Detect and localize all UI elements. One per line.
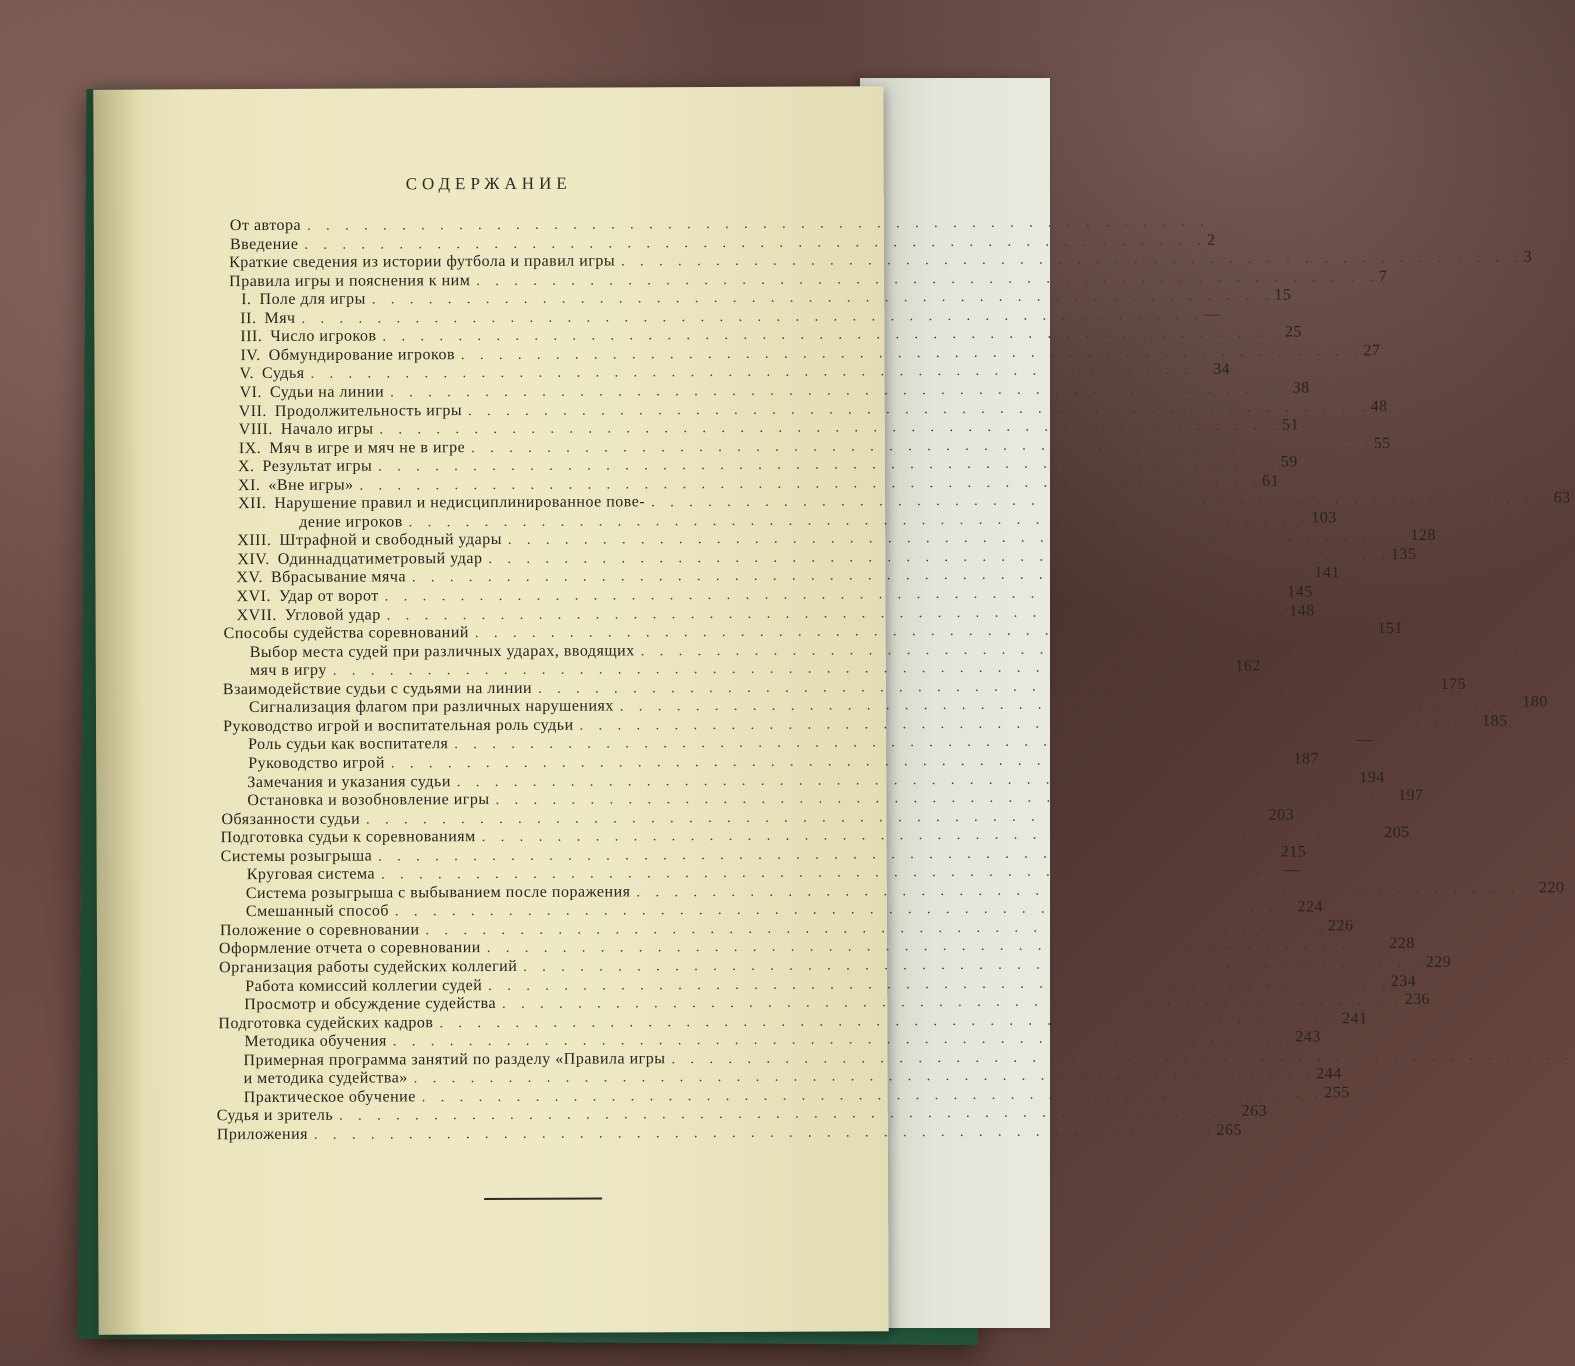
toc-entry xyxy=(222,675,1467,699)
toc-entry-page: 162 xyxy=(1235,657,1261,675)
toc-entry-page: 220 xyxy=(1538,879,1565,897)
toc-entry-title: мяч в игру xyxy=(249,661,327,680)
toc-leader-dots: . . . . . . . . . . . . . . . . . . . . . . . . . . . . . . . . . . . . . . . . . . . . . . . . xyxy=(392,1030,1296,1050)
toc-entry xyxy=(247,786,1424,811)
toc-entry-page: 25 xyxy=(1284,323,1303,341)
toc-leader-dots: . . . . . . . . . . . . . . . . . . . . . . . . . . . . . . . . . . . . . . . . . . . . . . . . xyxy=(488,547,1391,567)
toc-entry-page: 141 xyxy=(1314,564,1341,582)
toc-entry-page: 34 xyxy=(1213,361,1231,379)
toc-entry-title: Одиннадцатиметровый удар xyxy=(277,549,483,568)
toc-leader-dots: . . . . . . . . . . . . . . . . . . . . . . . . . . . . . . . . . . . . . . . . . . . . . . . . xyxy=(439,1011,1342,1031)
toc-entry-title: Системы розыгрыша xyxy=(220,847,373,865)
toc-entry xyxy=(238,434,1391,458)
toc-entry-page: 187 xyxy=(1293,750,1319,768)
toc-entry-title: Краткие сведения из истории футбола и правил игры xyxy=(229,252,616,272)
toc-leader-dots: . . . . . . . . . . . . . . . . . . . . . . . . . . . . . . . . . . . . . . . . . . . . . . . . xyxy=(460,344,1364,363)
toc-entry xyxy=(237,545,1417,569)
toc-leader-dots: . . . . . . . . . . . . . . . . . . . . . . . . . . . . . . . . . . . . . . . . . . . . . . . . xyxy=(413,1067,1317,1087)
toc-leader-dots: . . . . . . . . . . . . . . . . . . . . . . . . . . . . . . . . . . . . . . . . . . . . . . . . xyxy=(471,436,1374,456)
toc-entry xyxy=(244,990,1431,1015)
toc-entry-page: 128 xyxy=(1410,527,1437,545)
toc-leader-dots: . . . . . . . . . . . . . . . . . . . . . . . . . . . . . . . . . . . . . . . . . . . . . . . . xyxy=(502,993,1405,1013)
toc-leader-dots: . . . . . . . . . . . . . . . . . . . . . . . . . . . . . . . . . . . . . . . . . . . . . . . . xyxy=(307,214,1210,234)
toc-leader-dots: . . . . . . . . . . . . . . . . . . . . . . . . . . . . . . . . . . . . . . . . . . . . . . . . xyxy=(384,585,1288,605)
toc-entry xyxy=(243,1084,1350,1107)
toc-entry-title: Число игроков xyxy=(270,327,377,346)
toc-leader-dots: . . . . . . . . . . . . . . . . . . . . . . . . . . . . . . . . . . . . . . . . . . . . . . . . xyxy=(381,863,1284,883)
toc-entry-page: 7 xyxy=(1378,267,1388,285)
toc-entry-page: 197 xyxy=(1398,786,1424,805)
toc-entry xyxy=(218,1009,1368,1033)
toc-entry-page: 215 xyxy=(1280,843,1307,861)
toc-entry-page: 180 xyxy=(1522,693,1548,711)
toc-entry xyxy=(248,750,1319,773)
toc-entry xyxy=(243,1065,1342,1089)
toc-entry-title: Остановка и возобновление игры xyxy=(247,791,490,810)
toc-entry-title: Результат игры xyxy=(262,457,373,476)
toc-entry-page: 229 xyxy=(1425,953,1452,971)
toc-entry-title: Выбор места судей при различных ударах, вводящих xyxy=(249,642,635,661)
toc-entry-page: 103 xyxy=(1311,509,1337,527)
toc-entry-title: и методика судейства» xyxy=(243,1069,408,1088)
toc-entry-page: 243 xyxy=(1295,1028,1321,1046)
toc-entry xyxy=(239,361,1231,384)
toc-entry-title: Продолжительность игры xyxy=(274,401,463,420)
toc-leader-dots: . . . . . . . . . . . . . . . . . . . . . . . . . . . . . . . . . . . . . . . . . . . . . . . . xyxy=(412,566,1315,586)
toc-entry xyxy=(239,379,1310,402)
toc-entry-title: Организация работы судейских коллегий xyxy=(219,957,518,977)
toc-entry-title: Взаимодействие судьи с судьями на линии xyxy=(222,679,533,698)
toc-leader-dots: . . . . . . . . . . . . . . . . . . . . . . . . . . . . . . . . . . . . . . . . . . . . . . . . xyxy=(359,474,1263,494)
toc-entry-title: Руководство игрой и воспитательная роль судьи xyxy=(223,716,574,736)
toc-entry-title: Примерная программа занятий по разделу «Правила игры xyxy=(243,1049,666,1069)
toc-entry xyxy=(245,879,1565,903)
toc-entry-number: VIII. xyxy=(238,420,273,439)
toc-entry-title: «Вне игры» xyxy=(268,476,354,494)
toc-entry-title: Штрафной и свободный удары xyxy=(279,531,503,550)
toc-entry-page: 148 xyxy=(1289,601,1315,620)
toc-entry xyxy=(216,1121,1243,1144)
toc-entry-title: Смешанный способ xyxy=(245,902,389,921)
toc-entry xyxy=(244,1028,1321,1052)
toc-entry-number: IX. xyxy=(238,439,262,457)
toc-entry-page: 185 xyxy=(1482,712,1508,730)
toc-entry-title: Способы судейства соревнований xyxy=(223,624,470,643)
toc-leader-dots: . . . . . . . . . . . . . . . . . . . . . . . . . . . . . . . . . . . . . . . . . . . . . . . . xyxy=(408,511,1312,531)
contents-page xyxy=(93,86,1575,1334)
toc-entry-title: Вбрасывание мяча xyxy=(270,568,407,587)
toc-entry-title: Поле для игры xyxy=(259,290,366,309)
toc-entry-title: Сигнализация флагом при различных нарушениях xyxy=(248,697,614,717)
toc-leader-dots: . . . . . . . . . . . . . . . . . . . . . . . . . . . . . . . . . . . . . . . . . . . . . . . . xyxy=(495,789,1399,809)
toc-entry-number: XII. xyxy=(238,495,267,513)
toc-entry xyxy=(241,286,1292,310)
toc-entry xyxy=(248,693,1548,718)
toc-leader-dots: . . . . . . . . . . . . . . . . . . . . . . . . . . . . . . . . . . . . . . . . . . . . . . . . xyxy=(382,325,1286,345)
toc-entry-title: Угловой удар xyxy=(284,606,381,624)
toc-leader-dots: . . . . . . . . . . . . . . . . . . . . . . . . . . . . . . . . . . . . . . . . . . . . . . . . xyxy=(523,955,1426,975)
toc-entry-page: 236 xyxy=(1404,990,1431,1009)
toc-entry-number: V. xyxy=(239,365,255,383)
toc-entry-number: XVI. xyxy=(236,587,271,606)
toc-leader-dots: . . . . . . . . . . . . . . . . . . . . . . . . . . . . . . . . . . . . . . . . . . . . . . . . xyxy=(651,491,1554,511)
toc-entry xyxy=(223,620,1404,644)
toc-entry-title: Обмундирование игроков xyxy=(268,345,456,364)
toc-entry-page: 234 xyxy=(1390,972,1417,990)
toc-entry xyxy=(243,1048,1575,1070)
toc-entry-number: XI. xyxy=(237,476,261,494)
toc-entry xyxy=(237,527,1437,551)
toc-leader-dots: . . . . . . . . . . . . . . . . . . . . . . . . . . . . . . . . . . . . . . . . . . . . . . . . xyxy=(454,733,1357,753)
toc-entry-title: дение игроков xyxy=(299,513,403,531)
toc-entry-title: Приложения xyxy=(216,1125,309,1144)
toc-entry-page: 38 xyxy=(1292,379,1310,397)
toc-entry-title: Судья xyxy=(261,365,305,383)
toc-entry-title: Введение xyxy=(229,235,299,253)
toc-entry-number: VI. xyxy=(239,383,263,402)
toc-leader-dots: . . . . . . . . . . . . . . . . . . . . . . . . . . . . . . . . . . . . . . . . . . . . . . . . xyxy=(301,307,1205,327)
toc-entry-title: От автора xyxy=(229,216,302,235)
toc-entry-number: XIII. xyxy=(237,532,272,550)
toc-entry xyxy=(249,640,1544,662)
toc-leader-dots: . . . . . . . . . . . . . . . . . . . . . . . . . . . . . . . . . . . . . . . . . . . . . . . . xyxy=(486,937,1390,957)
toc-entry-page: 2 xyxy=(1206,231,1216,249)
toc-entry-title: Судьи на линии xyxy=(269,383,385,401)
toc-entry xyxy=(237,453,1298,477)
toc-entry xyxy=(229,214,1210,235)
toc-entry-title: Удар от ворот xyxy=(278,587,379,605)
toc-entry-page: 27 xyxy=(1363,341,1381,360)
toc-entry-page: 228 xyxy=(1389,935,1415,953)
toc-leader-dots: . . . . . . . . . . . . . . . . . . . . . . . . . . . . . . . . . . . . . . . . . . . . . . . . xyxy=(488,974,1391,994)
toc-leader-dots: . . . . . . . . . . . . . . . . . . . . . . . . . . . . . . . . . . . . . . . . . . . . . . . . xyxy=(378,845,1281,865)
toc-leader-dots: . . . . . . . . . . . . . . . . . . . . . . . . . . . . . . . . . . . . . . . . . . . . . . . . xyxy=(421,1086,1325,1106)
toc-entry-number: III. xyxy=(240,328,263,346)
toc-entry-number: IV. xyxy=(240,346,261,364)
toc-leader-dots: . . . . . . . . . . . . . . . . . . . . . . . . . . . . . . . . . . . . . . . . . . . . . . . . xyxy=(507,529,1411,549)
toc-entry-title: Работа комиссий коллегии судей xyxy=(245,976,483,995)
toc-entry-title: Правила игры и пояснения к ним xyxy=(229,271,471,290)
toc-entry xyxy=(216,1103,1268,1126)
toc-entry-page: 255 xyxy=(1324,1084,1350,1102)
toc-entry-page: 3 xyxy=(1523,248,1533,266)
toc-entry xyxy=(238,416,1300,440)
toc-entry-title: Судья и зритель xyxy=(216,1107,334,1125)
toc-leader-dots: . . . . . . . . . . . . . . . . . . . . . . . . . . . . . . . . . . . . . . . . . . . . . . . . xyxy=(456,770,1360,790)
toc-entry-number: X. xyxy=(237,458,255,476)
toc-leader-dots: . . . . . . . . . . . . . . . . . . . . . . . . . . . . . . . . . . . . . . . . . . . . . . . . xyxy=(386,604,1290,624)
toc-entry xyxy=(245,972,1417,996)
toc-entry-page: — xyxy=(1283,861,1301,879)
toc-entry-title: Мяч xyxy=(264,309,296,327)
toc-entry-title: Обязанности судьи xyxy=(221,810,361,828)
toc-leader-dots: . . . . . . . . . . . . . . . . . . . . . . . . . . . . . . . . . . . . . . . . . . . . . . . . xyxy=(371,288,1275,308)
toc-entry-page: 194 xyxy=(1359,768,1385,786)
toc-entry-page: 48 xyxy=(1370,397,1388,415)
toc-entry xyxy=(229,267,1388,291)
toc-entry-title: Система розыгрыша с выбыванием после поражения xyxy=(245,883,631,902)
toc-entry-title: Замечания и указания судьи xyxy=(247,772,451,791)
toc-entry-title: Методика обучения xyxy=(244,1032,387,1051)
toc-entry-title: Начало игры xyxy=(280,420,374,438)
toc-entry xyxy=(219,935,1415,959)
toc-entry-number: XVII. xyxy=(236,606,277,624)
toc-leader-dots: . . . . . . . . . . . . . . . . . . . . . . . . . . . . . . . . . . . . . . . . . . . . . . . . xyxy=(636,881,1540,901)
toc-entry-title: Практическое обучение xyxy=(243,1088,416,1106)
toc-entry xyxy=(236,583,1313,606)
toc-entry xyxy=(229,231,1216,254)
toc-leader-dots: . . . . . . . . . . . . . . . . . . . . . . . . . . . . . . . . . . . . . . . . . . . . . . . . xyxy=(366,808,1269,828)
toc-entry xyxy=(299,509,1337,531)
toc-entry-page: 263 xyxy=(1241,1103,1268,1121)
toc-entry xyxy=(238,489,1571,514)
toc-leader-dots: . . . . . . . . . . . . . . . . . . . . . . . . . . . . . . . . . . . . . . . . . . . . . . . . xyxy=(379,418,1283,438)
toc-entry xyxy=(249,657,1261,681)
toc-entry xyxy=(246,861,1301,885)
toc-entry xyxy=(238,397,1388,421)
toc-leader-dots: . . . . . . . . . . . . . . . . . . . . . . . . . . . . . . . . . . . . . . . . . . . . . . . . xyxy=(394,900,1298,920)
toc-leader-dots: . . . . . . . . . . . . . . . . . . . . . . . . . . . . . . . . . . . . . . . . . . . . . . . . xyxy=(579,714,1483,734)
toc-leader-dots: . . . . . . . . . . . . . . . . . . . . . . . . . . . . . . . . . . . . . . . . . . . . . . . . xyxy=(310,363,1214,383)
table-of-contents xyxy=(93,86,1575,1334)
toc-entry-page: 226 xyxy=(1327,917,1354,935)
toc-entry-page: 203 xyxy=(1268,806,1295,824)
toc-entry-page: — xyxy=(1204,305,1221,323)
toc-entry-page: 63 xyxy=(1553,489,1571,507)
toc-entry-page: 244 xyxy=(1316,1065,1342,1083)
toc-entry xyxy=(240,305,1221,328)
toc-entry-page: 175 xyxy=(1440,675,1467,693)
toc-entry-page: 151 xyxy=(1377,620,1404,638)
toc-leader-dots: . . . . . . . . . . . . . . . . . . . . . . . . . . . . . . . . . . . . . . . . . . . . . . . . xyxy=(390,381,1293,401)
toc-entry xyxy=(237,472,1280,495)
toc-entry-page: 61 xyxy=(1262,472,1280,490)
toc-entry-number: I. xyxy=(241,291,252,309)
toc-leader-dots: . . . . . . . . . . . . . . . . . . . . . . . . . . . . . . . . . . . . . . . . . . . . . . . . xyxy=(304,233,1207,253)
toc-entry-page: 241 xyxy=(1341,1009,1368,1027)
toc-entry xyxy=(223,712,1508,736)
toc-entry xyxy=(236,601,1315,625)
toc-entry-page: 15 xyxy=(1274,286,1292,304)
toc-entry-page: 224 xyxy=(1297,898,1323,916)
toc-entry-page: 51 xyxy=(1281,416,1300,434)
toc-leader-dots: . . . . . . . . . . . . . . . . . . . . . . . . . . . . . . . . . . . . . . . . . . . . . . . . xyxy=(671,1048,1575,1067)
toc-leader-dots: . . . . . . . . . . . . . . . . . . . . . . . . . . . . . . . . . . . . . . . . . . . . . . . . xyxy=(339,1105,1242,1125)
toc-entry-number: XV. xyxy=(236,569,264,587)
toc-entry xyxy=(219,953,1452,977)
toc-entry xyxy=(247,768,1385,792)
toc-entry-number: XIV. xyxy=(237,550,270,568)
toc-entry-title: Просмотр и обсуждение судейства xyxy=(244,995,497,1014)
toc-entry-title: Роль судьи как воспитателя xyxy=(248,735,449,754)
toc-entry xyxy=(245,898,1323,922)
toc-entry-title: Круговая система xyxy=(246,865,376,884)
toc-leader-dots: . . . . . . . . . . . . . . . . . . . . . . . . . . . . . . . . . . . . . . . . . . . . . . . . xyxy=(621,250,1524,270)
toc-entry-number: II. xyxy=(240,309,257,327)
toc-leader-dots: . . . . . . . . . . . . . . . . . . . . . . . . . . . . . . . . . . . . . . . . . . . . . . . . xyxy=(619,695,1523,715)
toc-leader-dots: . . . . . . . . . . . . . . . . . . . . . . . . . . . . . . . . . . . . . . . . . . . . . . . . xyxy=(332,659,1236,679)
toc-entry-page: 145 xyxy=(1287,583,1313,601)
toc-entry-page: 205 xyxy=(1384,824,1410,842)
toc-entry xyxy=(236,564,1341,588)
toc-entry xyxy=(221,806,1295,829)
toc-leader-dots: . . . . . . . . . . . . . . . . . . . . . . . . . . . . . . . . . . . . . . . . . . . . . . . . xyxy=(313,1123,1217,1143)
toc-entry-title: Нарушение правил и недисциплинированное пове- xyxy=(274,493,646,513)
toc-entry-page: — xyxy=(1356,731,1374,749)
toc-entry xyxy=(240,323,1303,347)
toc-entry xyxy=(229,248,1533,273)
toc-leader-dots: . . . . . . . . . . . . . . . . . . . . . . . . . . . . . . . . . . . . . . . . . . . . . . . . xyxy=(468,399,1371,419)
toc-entry-number: VII. xyxy=(238,402,267,420)
toc-entry xyxy=(240,341,1381,365)
toc-leader-dots: . . . . . . . . . . . . . . . . . . . . . . . . . . . . . . . . . . . . . . . . . . . . . . . . xyxy=(425,919,1329,939)
toc-leader-dots: . . . . . . . . . . . . . . . . . . . . . . . . . . . . . . . . . . . . . . . . . . . . . . . . xyxy=(476,269,1379,289)
toc-entry-title: Мяч в игре и мяч не в игре xyxy=(269,438,466,457)
toc-entry xyxy=(248,731,1374,755)
toc-entry-title: Положение о соревновании xyxy=(219,921,420,940)
toc-entry-title: Руководство игрой xyxy=(248,754,385,772)
toc-entry xyxy=(220,824,1410,848)
toc-leader-dots: . . . . . . . . . . . . . . . . . . . . . . . . . . . . . . . . . . . . . . . . . . . . . . . . xyxy=(538,677,1441,697)
page-title: СОДЕРЖАНИЕ xyxy=(405,173,572,194)
toc-leader-dots: . . . . . . . . . . . . . . . . . . . . . . . . . . . . . . . . . . . . . . . . . . . . . . . . xyxy=(378,455,1281,475)
toc-entry-title: Подготовка судейских кадров xyxy=(218,1013,434,1032)
toc-leader-dots: . . . . . . . . . . . . . . . . . . . . . . . . . . . . . . . . . . . . . . . . . . . . . . . . xyxy=(390,752,1294,772)
toc-entry-title: Подготовка судьи к соревнованиям xyxy=(220,828,476,847)
toc-leader-dots: . . . . . . . . . . . . . . . . . . . . . . . . . . . . . . . . . . . . . . . . . . . . . . . . xyxy=(474,622,1378,642)
toc-entry-page: 135 xyxy=(1390,545,1417,563)
toc-leader-dots: . . . . . . . . . . . . . . . . . . . . . . . . . . . . . . . . . . . . . . . . . . . . . . . . xyxy=(481,826,1385,846)
toc-entry-page: 265 xyxy=(1216,1121,1243,1139)
toc-entry xyxy=(219,917,1354,940)
toc-leader-dots: . . . . . . . . . . . . . . . . . . . . . . . . . . . . . . . . . . . . . . . . . . . . . . . . xyxy=(640,640,1544,659)
toc-entry xyxy=(220,843,1307,866)
toc-entry-title: Оформление отчета о соревновании xyxy=(219,939,481,958)
toc-entry-page: 55 xyxy=(1373,434,1391,452)
toc-entry-page: 59 xyxy=(1280,453,1298,471)
